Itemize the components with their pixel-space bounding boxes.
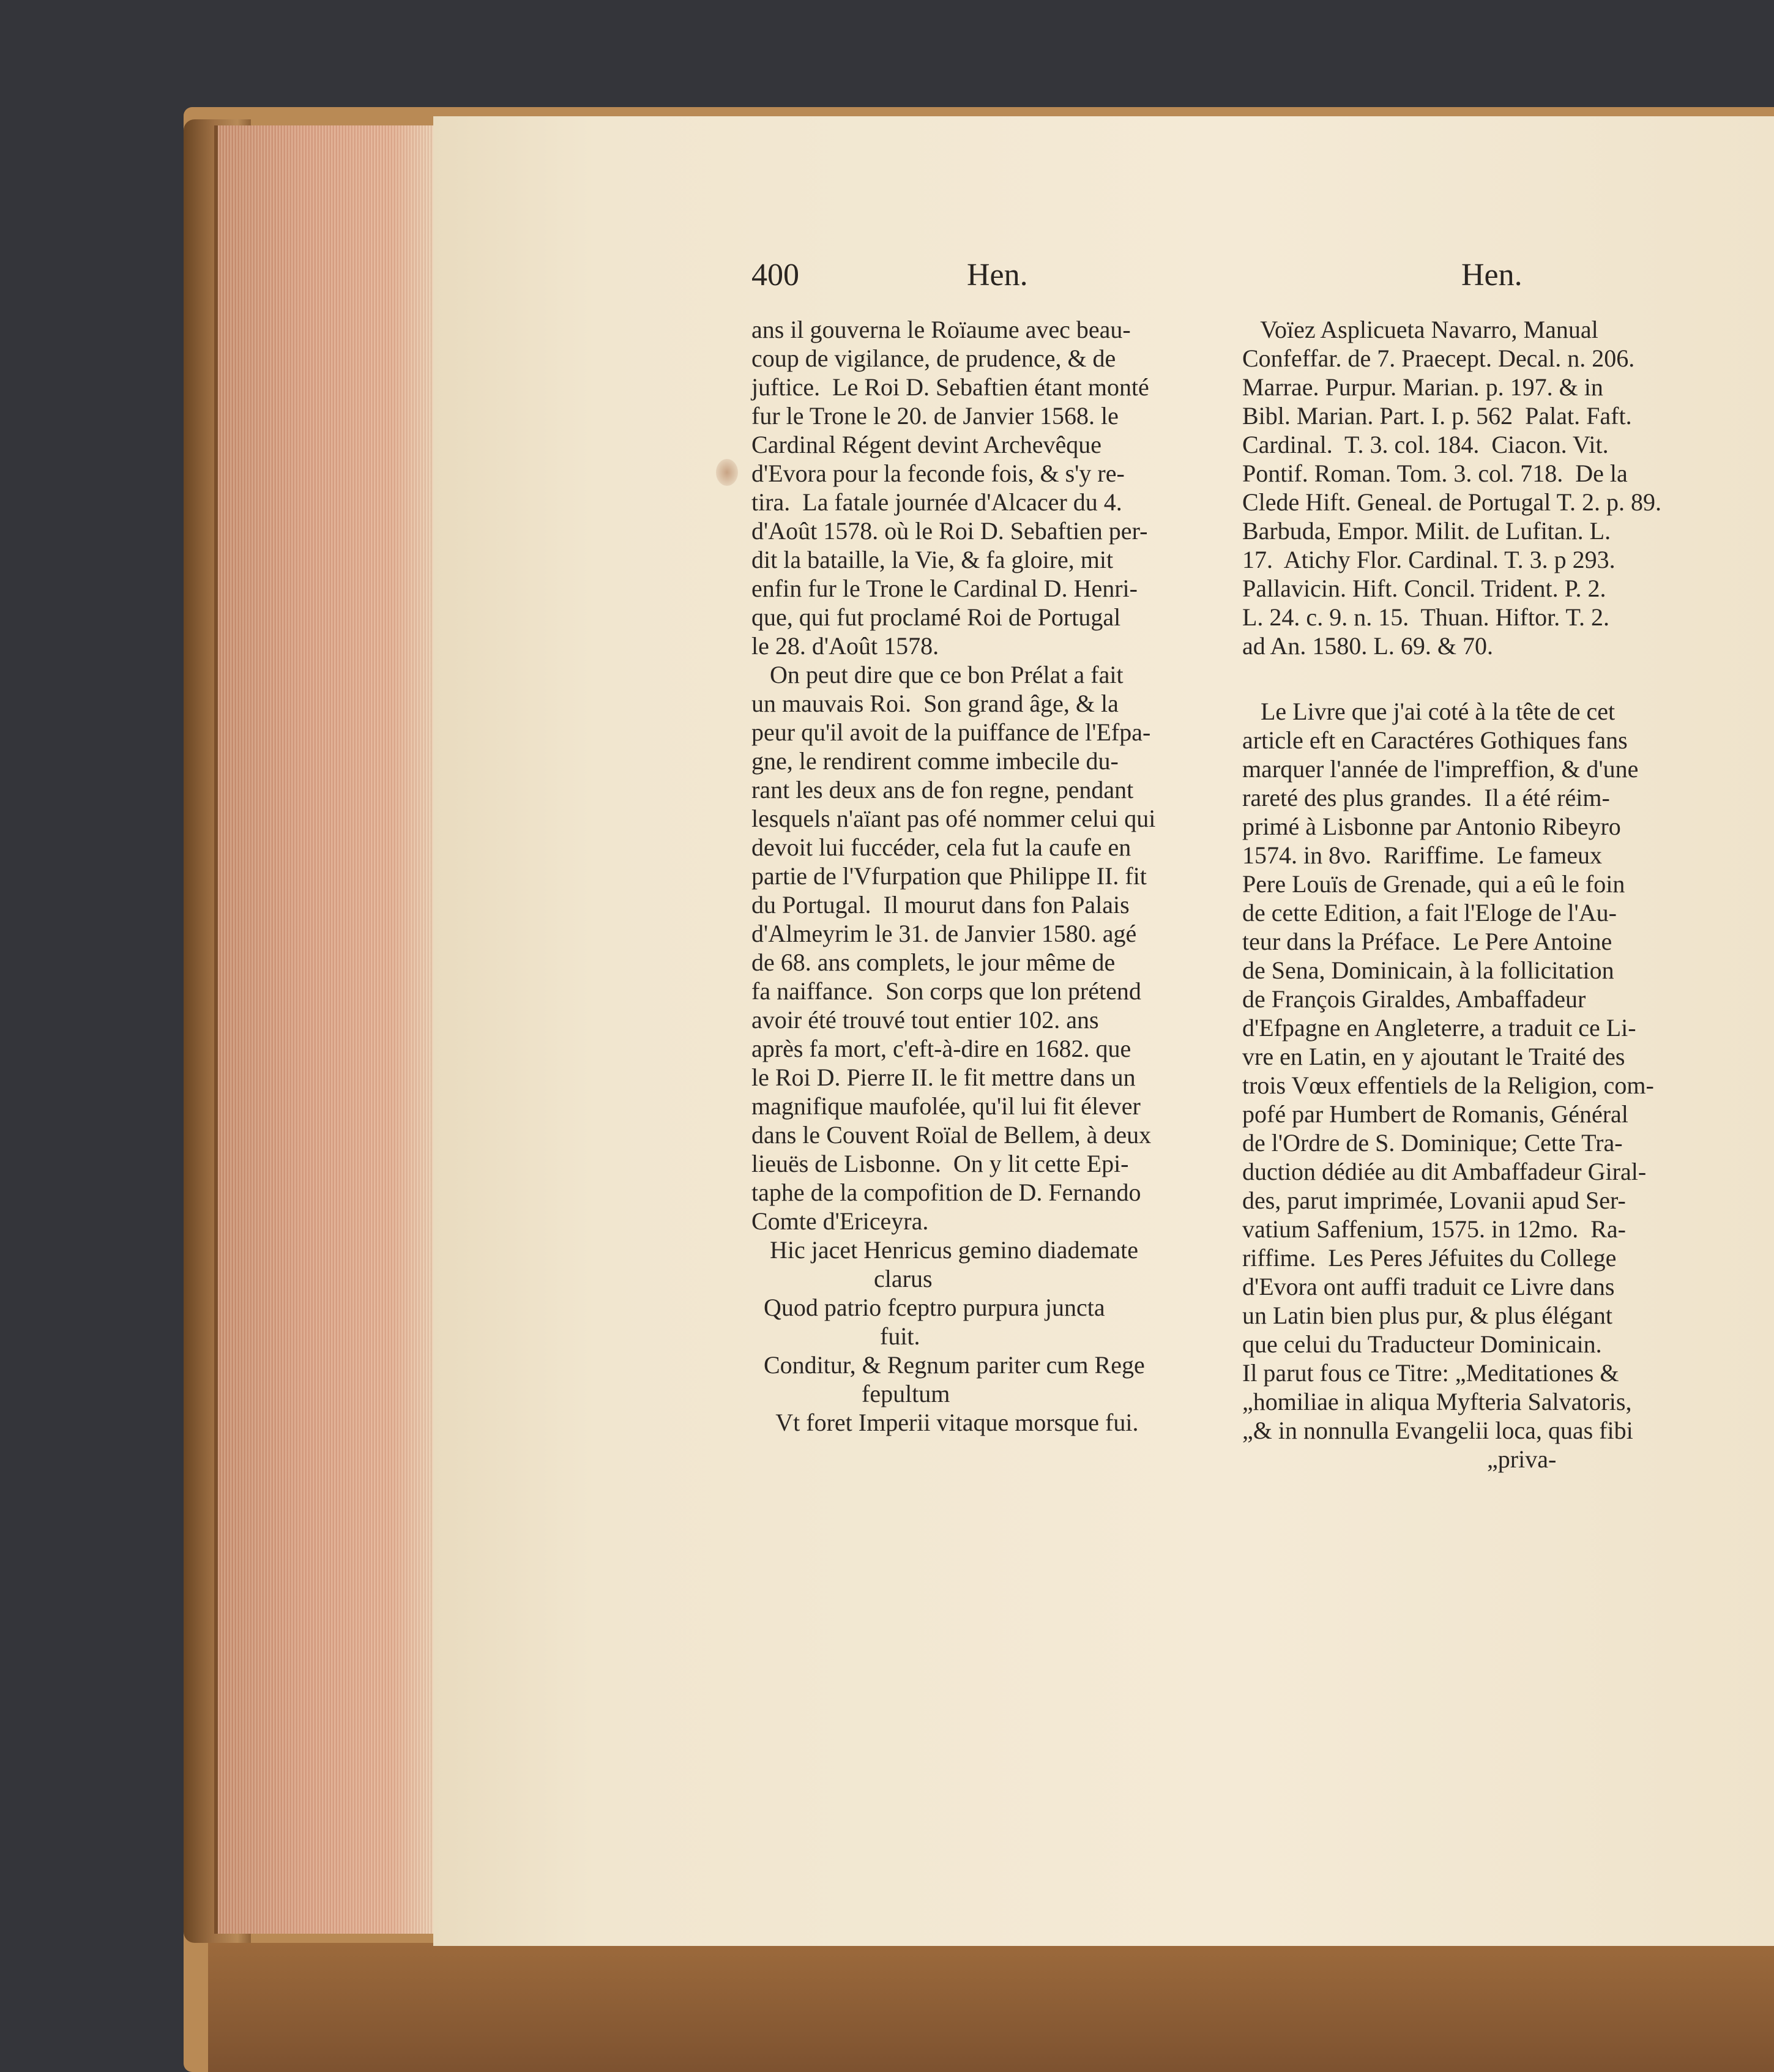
page-number: 400 (751, 258, 799, 293)
text-line: Quod patrio fceptro purpura juncta (751, 1294, 1105, 1321)
text-line: enfin fur le Trone le Cardinal D. Henri- (751, 575, 1138, 602)
text-line: du Portugal. Il mourut dans fon Palais (751, 891, 1130, 919)
text-line: „& in nonnulla Evangelii loca, quas fibi (1242, 1417, 1633, 1444)
text-line: rareté des plus grandes. Il a été réim- (1242, 784, 1610, 811)
text-line: Pontif. Roman. Tom. 3. col. 718. De la (1242, 460, 1628, 487)
text-line: coup de vigilance, de prudence, & de (751, 345, 1116, 372)
text-line: Conditur, & Regnum pariter cum Rege (751, 1351, 1145, 1379)
text-line: de l'Ordre de S. Dominique; Cette Tra- (1242, 1129, 1623, 1157)
text-line: que celui du Traducteur Dominicain. (1242, 1330, 1602, 1358)
text-line: après fa mort, c'eft-à-dire en 1682. que (751, 1035, 1131, 1062)
text-line: lieuës de Lisbonne. On y lit cette Epi- (751, 1150, 1129, 1177)
text-line: taphe de la compofition de D. Fernando (751, 1179, 1141, 1206)
text-line: „priva- (1242, 1445, 1557, 1473)
text-line: peur qu'il avoit de la puiffance de l'Efpa- (751, 718, 1151, 746)
text-line: Comte d'Ericeyra. (751, 1207, 929, 1235)
text-line: Le Livre que j'ai coté à la tête de cet (1242, 698, 1616, 725)
text-line: tira. La fatale journée d'Alcacer du 4. (751, 488, 1122, 516)
text-line: On peut dire que ce bon Prélat a fait (751, 661, 1124, 688)
text-line: fepultum (751, 1380, 950, 1407)
text-line: Cardinal. T. 3. col. 184. Ciacon. Vit. (1242, 431, 1609, 458)
text-line: rant les deux ans de fon regne, pendant (751, 776, 1134, 803)
text-line: un mauvais Roi. Son grand âge, & la (751, 690, 1119, 717)
page-fore-edge (214, 125, 438, 1934)
text-line: ad An. 1580. L. 69. & 70. (1242, 632, 1493, 660)
text-line: Confeffar. de 7. Praecept. Decal. n. 206. (1242, 345, 1635, 372)
text-line: d'Almeyrim le 31. de Janvier 1580. agé (751, 920, 1137, 947)
text-line: 17. Atichy Flor. Cardinal. T. 3. p 293. (1242, 546, 1616, 573)
text-line: Cardinal Régent devint Archevêque (751, 431, 1102, 458)
text-line: le Roi D. Pierre II. le fit mettre dans un (751, 1064, 1136, 1091)
text-line: que, qui fut proclamé Roi de Portugal (751, 603, 1121, 631)
text-line: Voïez Asplicueta Navarro, Manual (1242, 316, 1598, 343)
text-line: Il parut fous ce Titre: „Meditationes & (1242, 1359, 1619, 1387)
text-line: trois Vœux effentiels de la Religion, com- (1242, 1071, 1654, 1099)
text-line: dit la bataille, la Vie, & fa gloire, mit (751, 546, 1114, 573)
text-line: partie de l'Vfurpation que Philippe II. fit (751, 862, 1147, 890)
text-line: Clede Hift. Geneal. de Portugal T. 2. p. 89. (1242, 488, 1662, 516)
text-line: de 68. ans complets, le jour même de (751, 948, 1116, 976)
text-line: d'Evora pour la feconde fois, & s'y re- (751, 460, 1125, 487)
text-line: article eft en Caractéres Gothiques fans (1242, 726, 1628, 754)
text-line: le 28. d'Août 1578. (751, 632, 939, 660)
right-text-column (1242, 315, 1661, 1474)
text-line: de François Giraldes, Ambaffadeur (1242, 985, 1586, 1013)
text-line: marquer l'année de l'impreffion, & d'une (1242, 755, 1639, 783)
text-line: d'Efpagne en Angleterre, a traduit ce Li- (1242, 1014, 1636, 1042)
text-line: fa naiffance. Son corps que lon prétend (751, 977, 1141, 1005)
text-line: gne, le rendirent comme imbecile du- (751, 747, 1119, 775)
text-line: vatium Saffenium, 1575. in 12mo. Ra- (1242, 1215, 1626, 1243)
text-line: Barbuda, Empor. Milit. de Lufitan. L. (1242, 517, 1611, 545)
text-line: d'Août 1578. où le Roi D. Sebaftien per- (751, 517, 1148, 545)
text-line: Vt foret Imperii vitaque morsque fui. (751, 1409, 1139, 1436)
text-line: dans le Couvent Roïal de Bellem, à deux (751, 1121, 1152, 1149)
text-line: pofé par Humbert de Romanis, Général (1242, 1100, 1628, 1128)
text-line: lesquels n'aïant pas ofé nommer celui qui (751, 805, 1156, 832)
text-line: L. 24. c. 9. n. 15. Thuan. Hiftor. T. 2. (1242, 603, 1609, 631)
text-line: de Sena, Dominicain, à la follicitation (1242, 956, 1614, 984)
text-line: Pere Louïs de Grenade, qui a eû le foin (1242, 870, 1625, 898)
text-line: ans il gouverna le Roïaume avec beau- (751, 316, 1131, 343)
text-line: un Latin bien plus pur, & plus élégant (1242, 1302, 1612, 1329)
text-line: 1574. in 8vo. Rariffime. Le fameux (1242, 841, 1603, 869)
text-line: juftice. Le Roi D. Sebaftien étant monté (751, 373, 1149, 401)
text-line: Hic jacet Henricus gemino diademate (751, 1236, 1138, 1264)
text-line: Pallavicin. Hift. Concil. Trident. P. 2. (1242, 575, 1606, 602)
text-line: avoir été trouvé tout entier 102. ans (751, 1006, 1099, 1034)
text-line: „homiliae in aliqua Myfteria Salvatoris, (1242, 1388, 1632, 1415)
text-line: teur dans la Préface. Le Pere Antoine (1242, 928, 1612, 955)
book-lower-edge (208, 1943, 1774, 2072)
text-line: fur le Trone le 20. de Janvier 1568. le (751, 402, 1119, 430)
paragraph-gap (1242, 660, 1661, 697)
text-line: devoit lui fuccéder, cela fut la caufe en (751, 833, 1131, 861)
running-head-right: Hen. (1461, 258, 1522, 293)
text-line: clarus (751, 1265, 933, 1292)
foxing-spot (716, 459, 738, 486)
running-head-left: Hen. (967, 258, 1028, 293)
left-text-column (751, 315, 1155, 1437)
text-line: vre en Latin, en y ajoutant le Traité des (1242, 1043, 1625, 1070)
text-line: primé à Lisbonne par Antonio Ribeyro (1242, 813, 1621, 840)
text-line: de cette Edition, a fait l'Eloge de l'Au- (1242, 899, 1617, 926)
text-line: d'Evora ont auffi traduit ce Livre dans (1242, 1273, 1615, 1300)
text-line: Bibl. Marian. Part. I. p. 562 Palat. Faft. (1242, 402, 1632, 430)
text-line: magnifique maufolée, qu'il lui fit élever (751, 1092, 1141, 1120)
text-line: duction dédiée au dit Ambaffadeur Giral- (1242, 1158, 1647, 1185)
text-line: riffime. Les Peres Jéfuites du College (1242, 1244, 1617, 1272)
text-line: fuit. (751, 1322, 920, 1350)
text-line: Marrae. Purpur. Marian. p. 197. & in (1242, 373, 1603, 401)
text-line: des, parut imprimée, Lovanii apud Ser- (1242, 1187, 1626, 1214)
